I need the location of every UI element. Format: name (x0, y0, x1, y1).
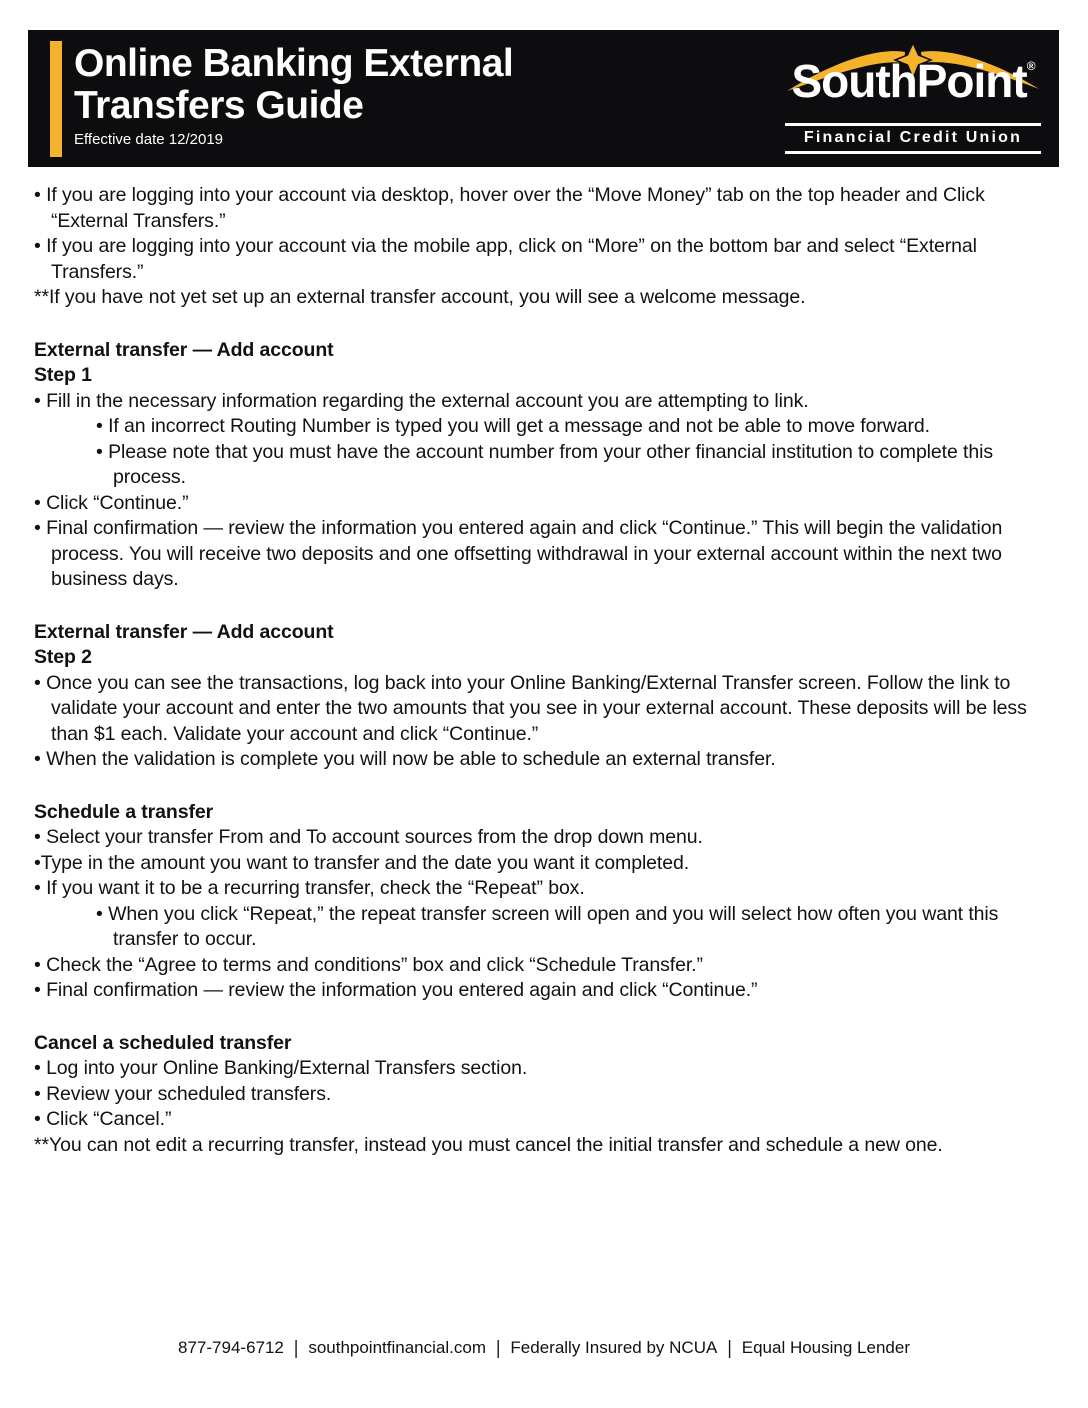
southpoint-logo (783, 42, 1043, 154)
list-item-text: Once you can see the transactions, log back into your Online Banking/External Transfer screen. Follow the link to validate your account and enter the two amounts that you see in your external account. These deposits will be less than $1 each. Validate your account and click “Continue.” (46, 671, 1027, 745)
bullet-glyph: • (34, 953, 41, 976)
list-item (34, 953, 1060, 979)
page-title (74, 43, 513, 126)
list-item-text: Please note that you must have the account number from your other financial institution to complete this process. (108, 440, 993, 488)
section-heading: External transfer — Add account (34, 338, 334, 361)
list-item-text: If you want it to be a recurring transfer, check the “Repeat” box. (46, 877, 585, 899)
section-list (34, 825, 1060, 1004)
list-item (34, 978, 1060, 1004)
footer-separator: | (293, 1336, 299, 1359)
list-item-text: Fill in the necessary information regarding the external account you are attempting to link. (46, 389, 809, 412)
intro-note: **If you have not yet set up an external transfer account, you will see a welcome message. (34, 286, 806, 308)
registered-mark: ® (1026, 59, 1035, 73)
footer-separator: | (727, 1336, 732, 1359)
list-item-text: Log into your Online Banking/External Transfers section. (46, 1057, 528, 1079)
list-item (34, 389, 1060, 415)
bullet-glyph: • (34, 826, 41, 848)
list-item (34, 491, 1060, 517)
list-item-text: If an incorrect Routing Number is typed you will get a message and not be able to move forward. (108, 415, 930, 437)
page-title-line2: Transfers Guide (74, 83, 364, 127)
title-block (74, 43, 513, 148)
cancel-note: **You can not edit a recurring transfer, instead you must cancel the initial transfer and schedule a new one. (34, 1133, 943, 1156)
footer (0, 1338, 1088, 1358)
footer-ehl: Equal Housing Lender (741, 1338, 910, 1357)
bullet-glyph: • (34, 1057, 41, 1079)
footer-website: southpointfinancial.com (308, 1338, 486, 1357)
section-list (34, 671, 1060, 773)
list-item-text: Final confirmation — review the information you entered again and click “Continue.” This will begin the validation process. You will receive two deposits and one offsetting withdrawal in your external account within the next two business days. (46, 517, 1003, 590)
intro-list (34, 183, 1060, 285)
list-item (34, 1056, 1060, 1082)
page-title-line1: Online Banking External (74, 42, 514, 85)
list-item-text: If you are logging into your account via the mobile app, click on “More” on the bottom bar and select “External Transfers.” (46, 235, 977, 283)
footer-phone: 877-794-6712 (178, 1338, 284, 1357)
bullet-glyph: • (34, 671, 41, 694)
list-item-text: Click “Cancel.” (46, 1108, 172, 1130)
bullet-glyph: • (34, 235, 41, 257)
list-item-text: Select your transfer From and To account sources from the drop down menu. (46, 826, 703, 848)
effective-date: Effective date 12/2019 (74, 131, 224, 149)
section-add-account-step1 (34, 338, 1060, 593)
list-item (34, 671, 1060, 748)
list-item (96, 902, 1060, 953)
bullet-glyph: • (34, 389, 41, 412)
bullet-glyph: • (34, 748, 41, 770)
bullet-glyph: • (34, 517, 41, 539)
list-item (34, 747, 1060, 773)
list-item (34, 516, 1060, 593)
section-list (34, 389, 1060, 593)
list-item-text: Final confirmation — review the information you entered again and click “Continue.” (46, 979, 758, 1001)
list-item (34, 851, 1060, 877)
document-body (34, 183, 1060, 1158)
list-item-text: Click “Continue.” (46, 491, 189, 514)
step-label: Step 2 (34, 646, 92, 668)
list-item-text: If you are logging into your account via desktop, hover over the “Move Money” tab on the top header and Click “External Transfers.” (46, 184, 985, 232)
bullet-glyph: • (96, 902, 103, 925)
section-heading: External transfer — Add account (34, 620, 334, 643)
list-item (96, 414, 1060, 440)
section-heading: Cancel a scheduled transfer (34, 1031, 292, 1054)
list-item (34, 183, 1060, 234)
step-label: Step 1 (34, 364, 92, 386)
bullet-glyph: • (34, 1082, 41, 1105)
header-banner (28, 30, 1059, 167)
bullet-glyph: • (96, 440, 103, 463)
list-item (96, 440, 1060, 491)
list-item-text: When the validation is complete you will now be able to schedule an external transfer. (46, 748, 776, 770)
list-item (34, 825, 1060, 851)
bullet-glyph: • (34, 184, 41, 206)
bullet-glyph: • (96, 415, 103, 437)
footer-ncua: Federally Insured by NCUA (510, 1338, 718, 1357)
section-schedule-transfer (34, 800, 1060, 1004)
bullet-glyph: • (34, 1108, 41, 1130)
list-item-text: Check the “Agree to terms and conditions” box and click “Schedule Transfer.” (46, 953, 703, 976)
logo-name-text: SouthPoint (791, 55, 1027, 107)
bullet-glyph: • (34, 491, 41, 514)
list-item (34, 1082, 1060, 1108)
list-item (34, 876, 1060, 902)
logo-name (783, 55, 1043, 107)
bullet-glyph: • (34, 851, 41, 874)
section-heading: Schedule a transfer (34, 800, 214, 823)
gold-accent-bar (50, 41, 62, 157)
section-add-account-step2 (34, 620, 1060, 773)
bullet-glyph: • (34, 979, 41, 1001)
list-item (34, 1107, 1060, 1133)
list-item-text: Type in the amount you want to transfer and the date you want it completed. (40, 851, 690, 874)
section-list (34, 1056, 1060, 1133)
list-item (34, 234, 1060, 285)
logo-tagline: Financial Credit Union (785, 123, 1041, 154)
section-cancel-transfer (34, 1031, 1060, 1159)
bullet-glyph: • (34, 877, 41, 899)
list-item-text: When you click “Repeat,” the repeat transfer screen will open and you will select how often you want this transfer to occur. (108, 902, 999, 950)
footer-separator: | (495, 1336, 501, 1359)
list-item-text: Review your scheduled transfers. (46, 1082, 332, 1105)
